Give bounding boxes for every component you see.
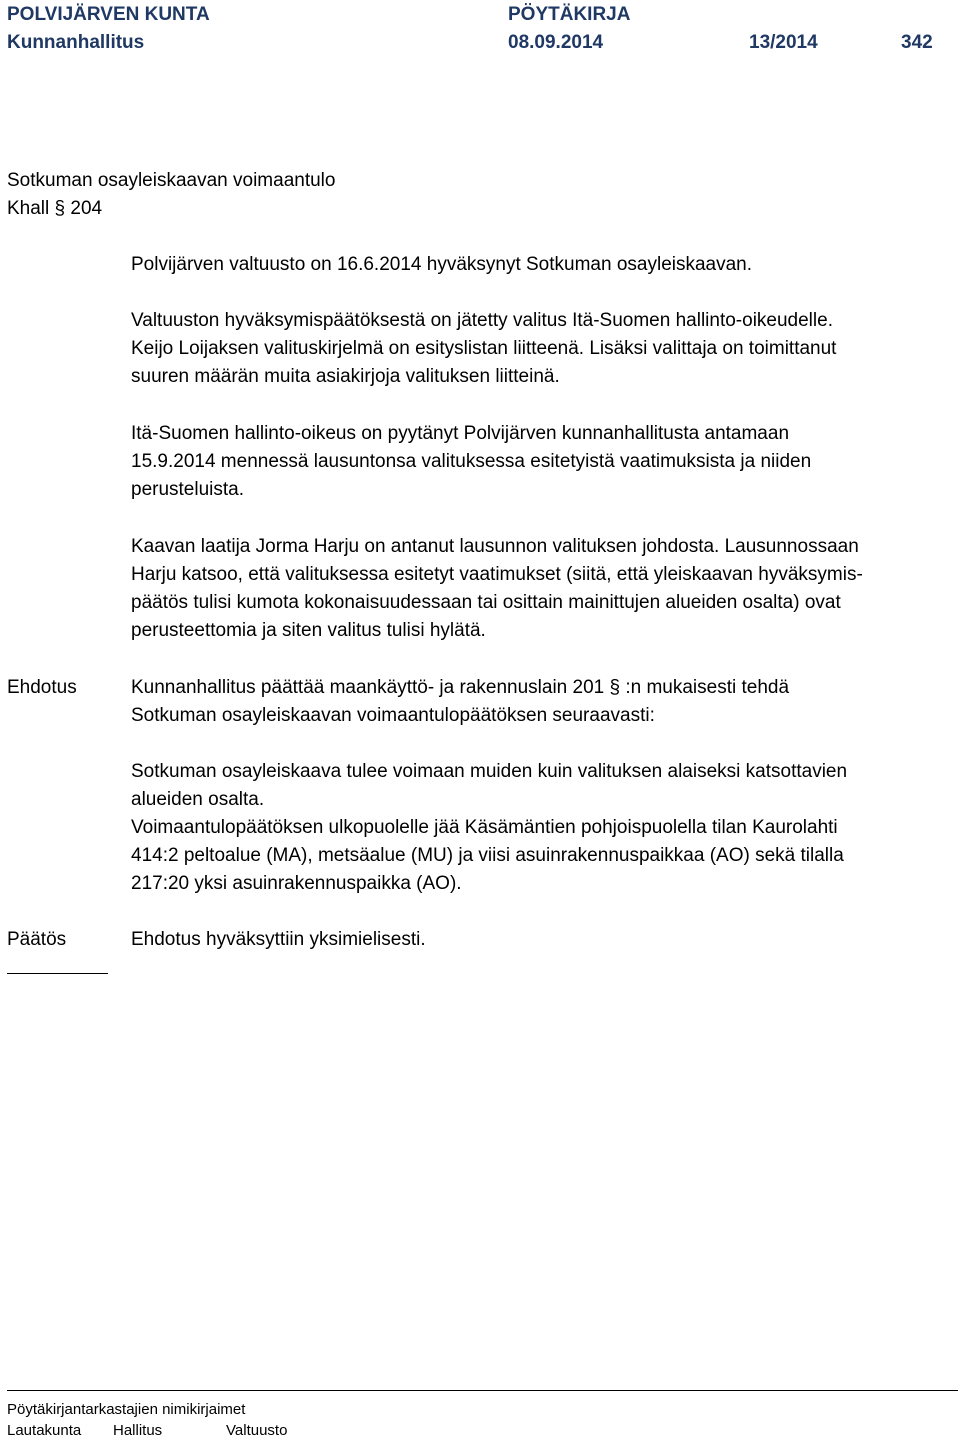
text-line: Kaavan laatija Jorma Harju on antanut lausunnon valituksen johdosta. Lausunnossaan — [131, 536, 859, 557]
text-line: Itä-Suomen hallinto-oikeus on pyytänyt Polvijärven kunnanhallitusta antamaan — [131, 423, 790, 444]
text-line: perusteluista. — [131, 479, 245, 500]
meeting-date: 08.09.2014 — [508, 32, 604, 53]
paragraph-court-request — [131, 420, 931, 504]
text-line: 15.9.2014 mennessä lausuntonsa valituksessa esitetyistä vaatimuksista ja niiden — [131, 451, 812, 472]
paragraph-appeal — [131, 307, 931, 391]
text-line: perusteettomia ja siten valitus tulisi hylätä. — [131, 620, 486, 641]
text-line: Sotkuman osayleiskaavan voimaantulopäätöksen seuraavasti: — [131, 705, 655, 726]
footer-title: Pöytäkirjantarkastajien nimikirjaimet — [7, 1401, 246, 1418]
text-line: Voimaantulopäätöksen ulkopuolelle jää Käsämäntien pohjoispuolella tilan Kaurolahti — [131, 817, 838, 838]
proposal-details — [131, 758, 931, 898]
text-line: Valtuuston hyväksymispäätöksestä on jätetty valitus Itä-Suomen hallinto-oikeudelle. — [131, 310, 833, 331]
text-line: Kunnanhallitus päättää maankäyttö- ja rakennuslain 201 § :n mukaisesti tehdä — [131, 677, 790, 698]
body-name: Kunnanhallitus — [7, 32, 145, 53]
text-line: 217:20 yksi asuinrakennuspaikka (AO). — [131, 873, 462, 894]
footer-column-board: Lautakunta — [7, 1422, 82, 1439]
text-line: päätös tulisi kumota kokonaisuudessaan tai osittain mainittujen alueiden osalta) ovat — [131, 592, 841, 613]
footer-column-government: Hallitus — [113, 1422, 163, 1439]
paragraph-approval — [131, 251, 931, 279]
text-line: Keijo Loijaksen valituskirjelmä on esityslistan liitteenä. Lisäksi valittaja on toimittanut — [131, 338, 837, 359]
document-type: PÖYTÄKIRJA — [508, 4, 631, 25]
proposal-intro — [131, 674, 931, 730]
text-line: alueiden osalta. — [131, 789, 265, 810]
text-line: Harju katsoo, että valituksessa esitetyt vaatimukset (siitä, että yleiskaavan hyväksymis- — [131, 564, 863, 585]
text-line: suuren määrän muita asiakirjoja valituksen liitteinä. — [131, 366, 560, 387]
proposal-label: Ehdotus — [7, 677, 77, 698]
item-title: Sotkuman osayleiskaavan voimaantulo — [7, 170, 336, 191]
decision-underline — [7, 973, 108, 974]
footer-divider — [7, 1390, 958, 1391]
text-line: Sotkuman osayleiskaava tulee voimaan muiden kuin valituksen alaiseksi katsottavien — [131, 761, 848, 782]
organization-name: POLVIJÄRVEN KUNTA — [7, 4, 210, 25]
text-line: 414:2 peltoalue (MA), metsäalue (MU) ja viisi asuinrakennuspaikkaa (AO) sekä tilalla — [131, 845, 844, 866]
decision-text: Ehdotus hyväksyttiin yksimielisesti. — [131, 929, 426, 950]
text-line: Polvijärven valtuusto on 16.6.2014 hyväksynyt Sotkuman osayleiskaavan. — [131, 254, 753, 275]
paragraph-statement — [131, 533, 931, 645]
footer-column-council: Valtuusto — [226, 1422, 288, 1439]
meeting-number: 13/2014 — [749, 32, 818, 53]
page-number: 342 — [901, 32, 933, 53]
item-reference: Khall § 204 — [7, 198, 103, 219]
decision-label: Päätös — [7, 929, 67, 950]
